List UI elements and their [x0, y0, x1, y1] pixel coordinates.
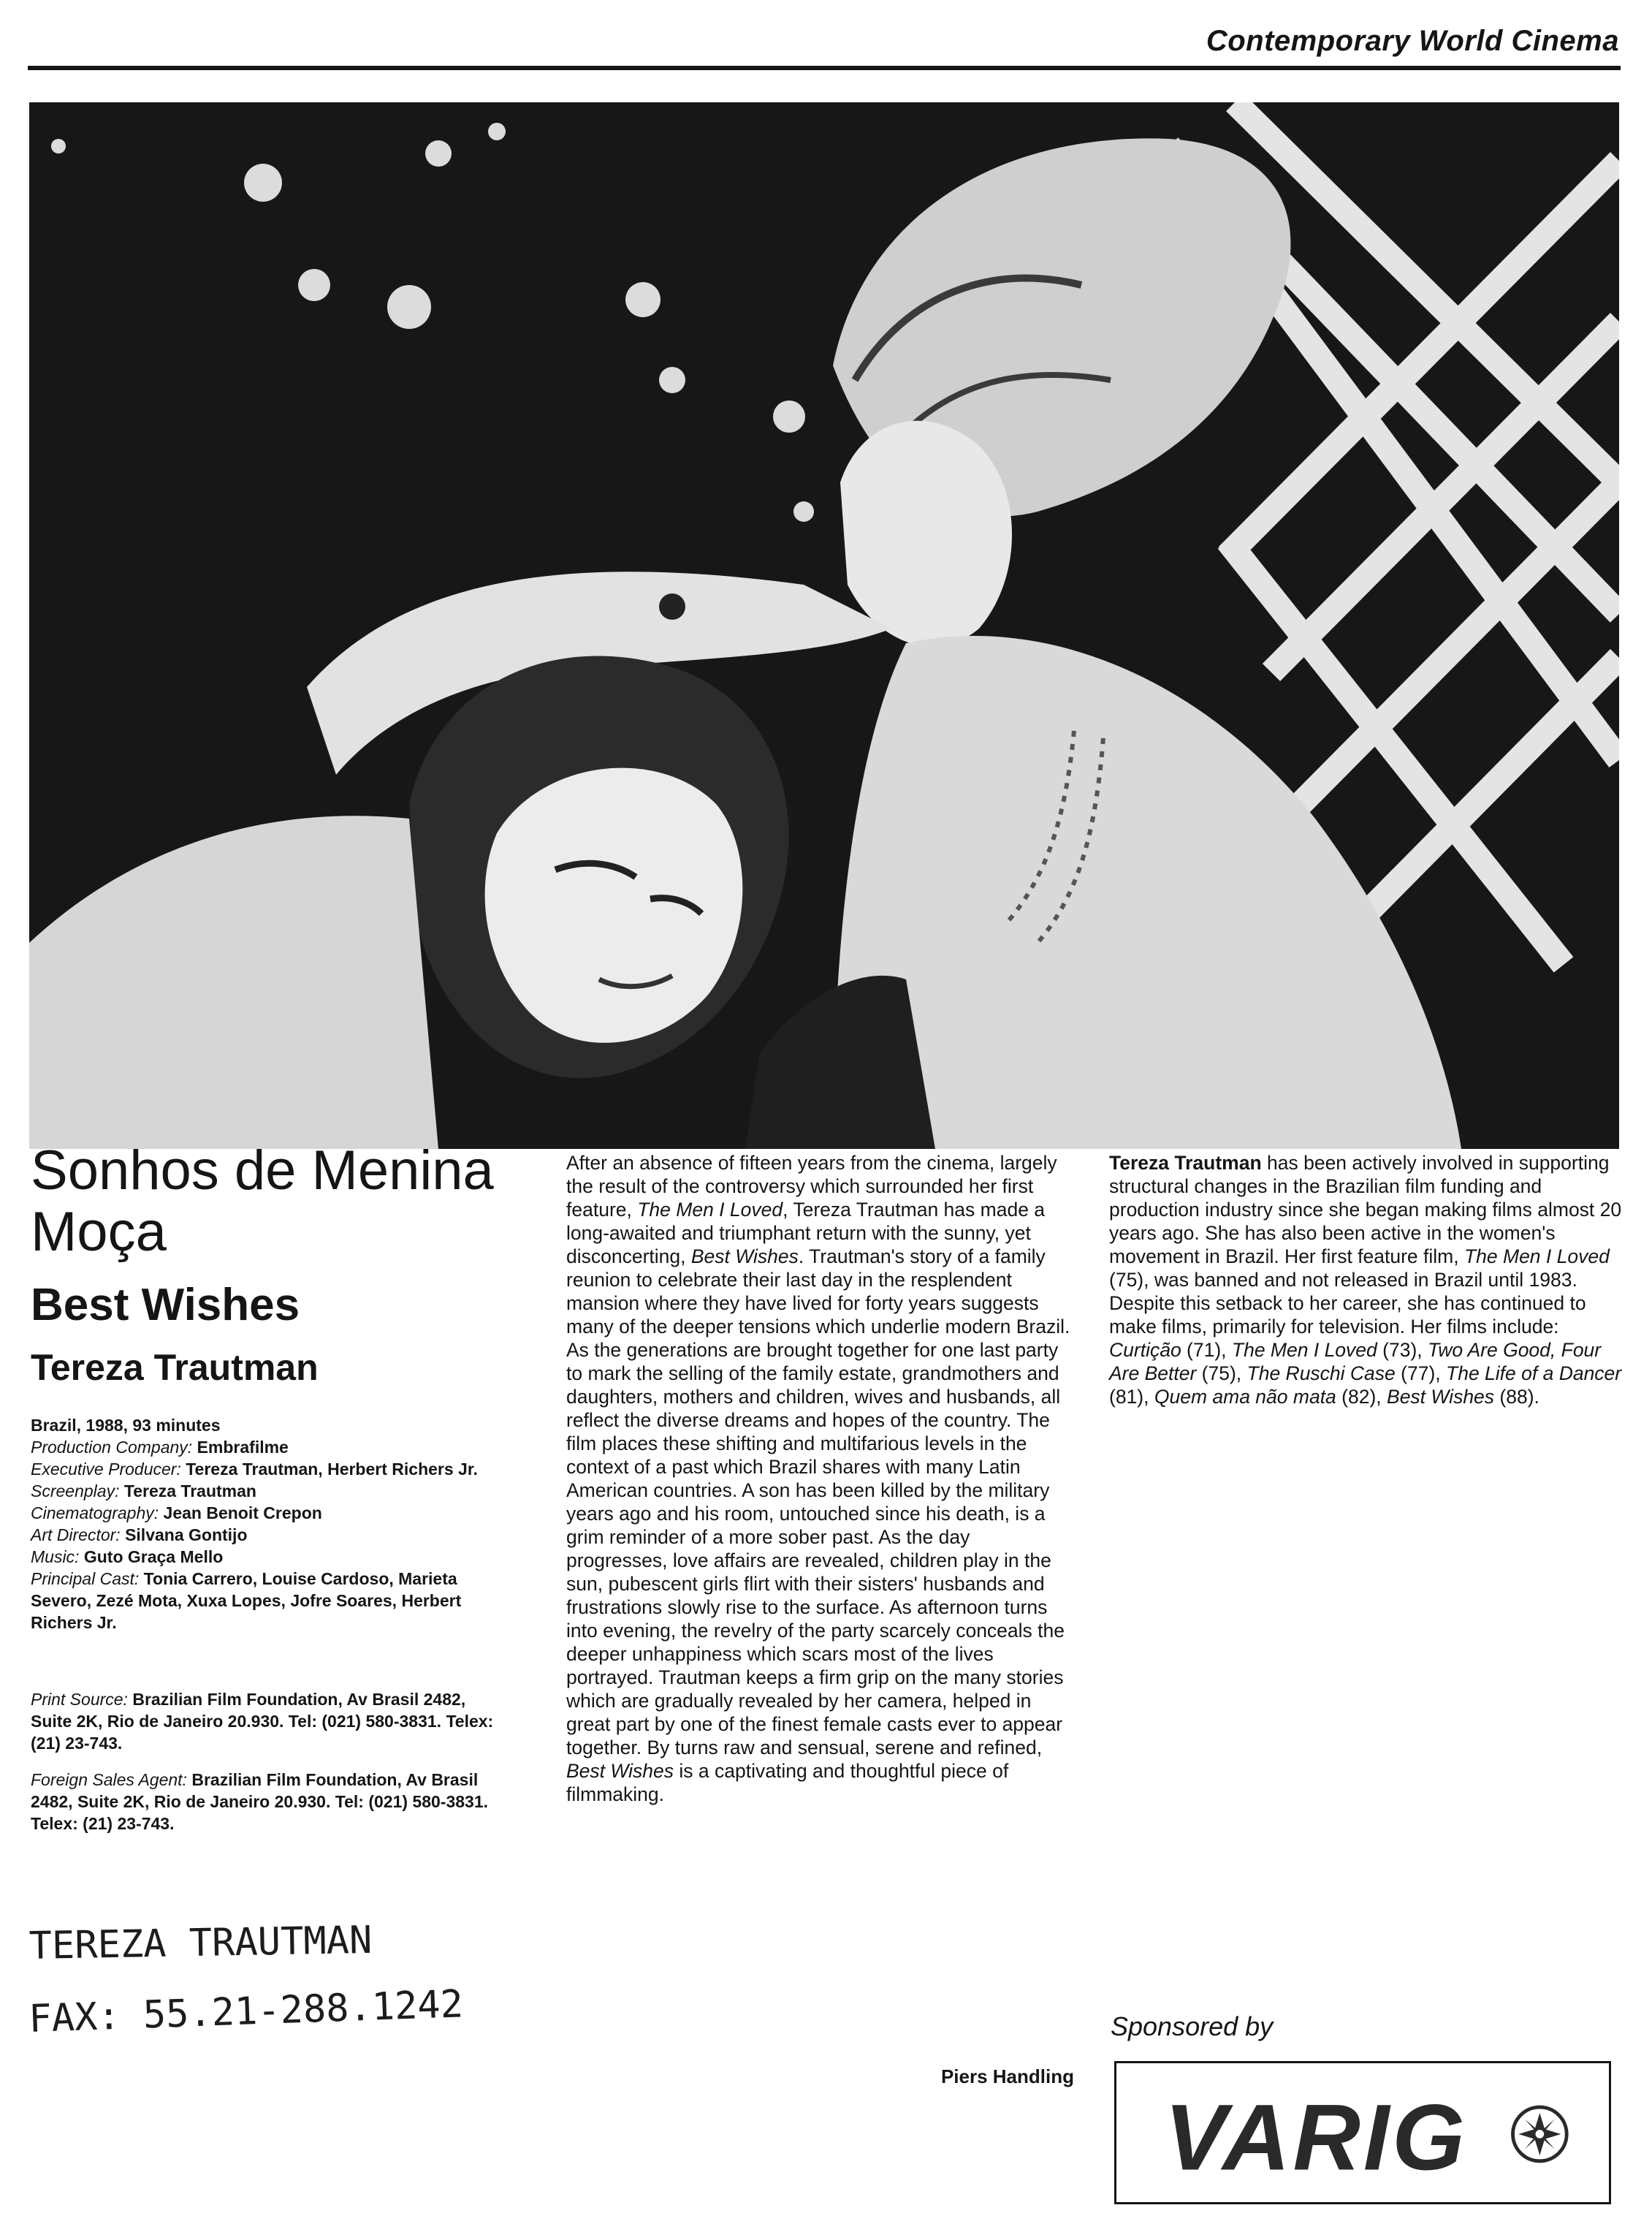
film-reference: Best Wishes: [690, 1245, 799, 1267]
credit-label: Production Company:: [31, 1438, 193, 1457]
foreign-sales-label: Foreign Sales Agent:: [31, 1770, 187, 1789]
credit-cinematography: [31, 1502, 498, 1524]
review-part: After an absence of fifteen years from the cinema, largely the result of the controversy which surrounded her first feature,: [566, 1152, 1057, 1221]
credit-label: Principal Cast:: [31, 1569, 140, 1588]
review-part: is a captivating and thoughtful piece of filmmaking.: [566, 1760, 1009, 1805]
handwritten-note: [22, 1908, 533, 2054]
film-reference: Best Wishes: [566, 1760, 674, 1782]
film-english-title: Best Wishes: [31, 1280, 300, 1330]
credit-value: Jean Benoit Crepon: [163, 1503, 322, 1522]
filmography-title: Quem ama não mata: [1154, 1386, 1336, 1408]
country-runtime: Brazil, 1988, 93 minutes: [31, 1416, 221, 1435]
review-text: [566, 1151, 1074, 1806]
handwritten-line-1: TEREZA TRAUTMAN: [28, 1918, 373, 1968]
review-part: , Tereza Trautman has made a long-awaited and triumphant return with the sunny, yet disconcerting,: [566, 1199, 1046, 1267]
print-source-label: Print Source:: [31, 1690, 128, 1709]
filmography-title: The Ruschi Case: [1246, 1362, 1396, 1384]
film-reference: The Men I Loved: [637, 1199, 783, 1221]
credit-principal-cast: [31, 1568, 498, 1633]
filmography-year: (81),: [1109, 1386, 1154, 1408]
credit-label: Music:: [31, 1547, 80, 1566]
foreign-sales-agent: [31, 1769, 498, 1834]
foreign-sales-value: Brazilian Film Foundation, Av Brasil 2482, Suite 2K, Rio de Janeiro 20.930. Tel: (021) 580-3831. Telex: (21) 23-743.: [31, 1770, 488, 1833]
film-original-title: Sonhos de Menina Moça: [31, 1139, 494, 1263]
filmography-title: Two Are Good, Four Are Better: [1109, 1339, 1602, 1384]
credit-production-company: [31, 1436, 498, 1458]
credit-music: [31, 1546, 498, 1568]
filmography-year: (73),: [1377, 1339, 1428, 1361]
filmography-title: Curtição: [1109, 1339, 1181, 1361]
credit-screenplay: [31, 1480, 498, 1502]
bio-part: has been actively involved in supporting structural changes in the Brazilian film funding and production industry since she began making films almost 20 years ago. She has also been active in the women's movement in Brazil. Her first feature film,: [1109, 1152, 1622, 1267]
print-source-value: Brazilian Film Foundation, Av Brasil 2482, Suite 2K, Rio de Janeiro 20.930. Tel: (021) 580-3831. Telex: (21) 23-743.: [31, 1690, 494, 1753]
film-reference: The Men I Loved: [1463, 1245, 1610, 1267]
credit-value: Tereza Trautman: [123, 1481, 256, 1500]
review-author: Piers Handling: [940, 2065, 1074, 2087]
compass-rose-icon: [1513, 2107, 1567, 2161]
section-header: Contemporary World Cinema: [1206, 25, 1619, 57]
sponsor-brand-text: VARIG: [1164, 2085, 1468, 2190]
filmography-year: (75),: [1196, 1362, 1247, 1384]
filmography-title: The Life of a Dancer: [1446, 1362, 1622, 1384]
filmography-title: The Men I Loved: [1231, 1339, 1377, 1361]
sponsored-by-label: Sponsored by: [1111, 2011, 1274, 2041]
filmography-year: (82),: [1336, 1386, 1388, 1408]
handwritten-line-2: FAX: 55.21-288.1242: [28, 1982, 464, 2041]
credit-label: Art Director:: [31, 1525, 121, 1544]
filmography-title: Best Wishes: [1387, 1386, 1495, 1408]
director-bio: [1109, 1151, 1624, 1408]
varig-logo: [1114, 2061, 1611, 2204]
credit-label: Cinematography:: [31, 1503, 159, 1522]
credit-value: Embrafilme: [197, 1438, 289, 1457]
filmography-year: (77),: [1395, 1362, 1447, 1384]
credit-art-director: [31, 1524, 498, 1546]
print-source: [31, 1688, 498, 1754]
credit-value: Tonia Carrero, Louise Cardoso, Marieta Severo, Zezé Mota, Xuxa Lopes, Jofre Soares, Herbert Richers Jr.: [31, 1569, 462, 1632]
film-credits: [31, 1414, 498, 1633]
credit-executive-producer: [31, 1458, 498, 1480]
credit-value: Silvana Gontijo: [125, 1525, 248, 1544]
credit-value: Guto Graça Mello: [83, 1547, 224, 1566]
filmography-year: (71),: [1181, 1339, 1232, 1361]
review-part: . Trautman's story of a family reunion to celebrate their last day in the resplendent mansion where they have lived for forty years suggests many of the deeper tensions which underlie modern Brazil. As the generations are brought together for one last party to mark the selling of the family estate, grandmothers and daughters, mothers and children, wives and husbands, all reflect the diverse dreams and hopes of the country. The film places these shifting and multifarious levels in the context of a past which Brazil shares with many Latin American countries. A son has been killed by the military years ago and his room, untouched since his death, is a grim reminder of a more sober past. As the day progresses, love affairs are revealed, children play in the sun, pubescent girls flirt with their sisters' husbands and frustrations slowly rise to the surface. As afternoon turns into evening, the revelry of the party scarcely conceals the deeper unhappiness which scars most of the lives portrayed. Trautman keeps a firm grip on the many stories which are gradually revealed by her camera, helped in great part by one of the finest female casts ever to appear together. By turns raw and sensual, serene and refined,: [566, 1245, 1070, 1758]
film-still-photo: [29, 102, 1619, 1149]
header-rule: [28, 66, 1621, 70]
bio-name: Tereza Trautman: [1109, 1152, 1262, 1174]
credit-label: Screenplay:: [31, 1481, 120, 1500]
bio-part: (75), was banned and not released in Brazil until 1983. Despite this setback to her career, she has continued to make films, primarily for television. Her films include:: [1109, 1269, 1586, 1337]
filmography-year: (88).: [1494, 1386, 1539, 1408]
credit-label: Executive Producer:: [31, 1460, 181, 1479]
director-name: Tereza Trautman: [31, 1347, 319, 1388]
credit-value: Tereza Trautman, Herbert Richers Jr.: [186, 1460, 478, 1479]
